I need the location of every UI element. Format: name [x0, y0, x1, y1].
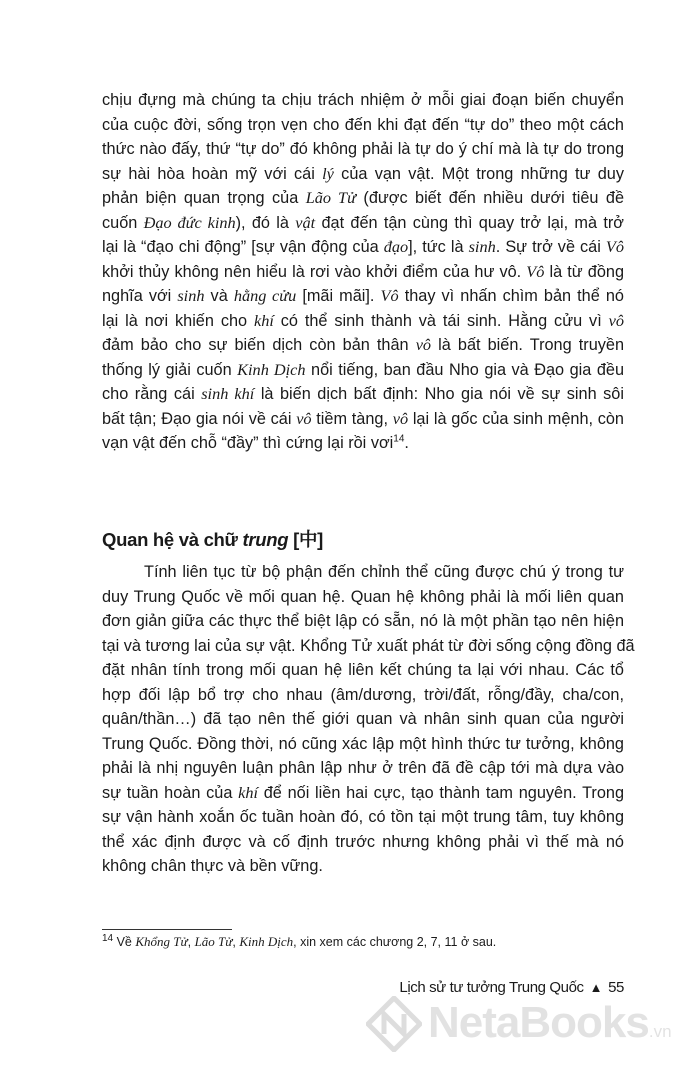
heading-suffix: [中]	[288, 529, 324, 550]
italic-term: vô	[392, 408, 409, 428]
text-line	[102, 683, 624, 708]
text-run: nghĩa với	[102, 287, 178, 305]
text-line	[102, 407, 624, 432]
text-run: Về	[113, 935, 136, 949]
text-run: sự tuần hoàn của	[102, 783, 239, 802]
italic-term: đạo	[383, 237, 409, 256]
text-line	[102, 235, 624, 260]
text-run: tại và tương lai của sự vật. Khổng Tử xuất phát từ đời sống cộng đồng đã	[102, 636, 635, 655]
text-run: đạt đến tận cùng thì quay trở lại, mà trở	[315, 213, 624, 232]
italic-term: vô	[296, 408, 312, 428]
text-line	[102, 854, 624, 879]
footnote	[102, 934, 496, 950]
text-run: phải là nhị nguyên luận phân lập như ở trên đã đề cập tới mà dựa vào	[102, 759, 624, 777]
text-run: .	[404, 434, 409, 452]
text-run: để nối liền hai cực, tạo thành tam nguyên. Trong	[258, 783, 625, 802]
italic-term: sinh	[177, 286, 205, 305]
text-line	[102, 162, 624, 187]
text-run: ), đó là	[235, 213, 296, 232]
italic-term: Vô	[605, 237, 625, 256]
italic-term: sinh	[468, 237, 496, 256]
running-footer	[399, 979, 624, 996]
heading-prefix: Quan hệ và chữ	[102, 529, 243, 550]
text-run: bất tận; Đạo gia nói về cái	[102, 409, 297, 428]
italic-term: vô	[415, 335, 432, 354]
text-run: cuốn	[102, 213, 144, 232]
text-run: đơn giản giữa các thực thể biệt lập có sẵn, nó là một phần tạo nên hiện	[102, 612, 624, 630]
text-line	[102, 309, 624, 334]
triangle-separator-icon: ▲	[589, 980, 603, 995]
footnote-ref: 14	[102, 932, 114, 944]
text-run: sự vận hành xoắn ốc tuần hoàn đó, có tồn tại một trung tâm, tuy không	[102, 808, 624, 826]
italic-term: vô	[608, 310, 624, 330]
watermark-text	[428, 998, 672, 1048]
text-line	[102, 609, 624, 634]
text-run: đặt nhân tính trong mối quan hệ liên kết chúng ta lại với nhau. Các tổ	[102, 661, 624, 679]
text-line	[102, 137, 624, 162]
text-run: , xin xem các chương 2, 7, 11 ở sau.	[293, 935, 497, 949]
paragraph-1	[102, 88, 624, 456]
italic-term: lý	[322, 163, 334, 183]
text-run: vạn vật đến chỗ “đầy” thì cứng lại rồi vơi	[102, 434, 394, 452]
text-run: (được biết đến nhiều dưới tiêu đề	[355, 189, 625, 207]
text-run: hợp đối lập bổ trợ cho nhau (âm/dương, trời/đất, rỗng/đầy, cha/con,	[102, 685, 624, 704]
italic-term: Khổng Tử	[135, 934, 188, 949]
text-run: . Sự trở về cái	[495, 238, 606, 256]
text-line	[102, 830, 624, 855]
text-run: là biến dịch bất định: Nho gia nói về sự sinh sôi	[254, 385, 624, 403]
text-run: là từ đồng	[544, 262, 625, 281]
text-line	[102, 284, 624, 309]
section-heading	[102, 526, 323, 552]
italic-term: sinh khí	[201, 384, 255, 403]
text-line	[102, 358, 624, 383]
text-run: có thể sinh thành và tái sinh. Hằng cửu vì	[273, 311, 609, 330]
watermark	[366, 996, 686, 1056]
text-run: nổi tiếng, ban đầu Nho gia và Đạo gia đều	[305, 360, 625, 379]
text-run: Tính liên tục từ bộ phận đến chỉnh thể cũng được chú ý trong tư	[144, 563, 624, 581]
text-line	[102, 113, 624, 138]
italic-term: Lão Tử	[305, 188, 356, 207]
text-line	[102, 585, 624, 610]
text-run: ,	[232, 935, 240, 949]
text-run: của cuộc đời, sống trọn vẹn cho đến khi đạt đến “tự do” theo một cách	[102, 115, 624, 134]
text-run: tiềm tàng,	[311, 409, 393, 428]
watermark-suffix: .vn	[648, 1022, 672, 1041]
text-line	[102, 211, 624, 236]
text-run: duy Trung Quốc về mối quan hệ. Quan hệ không phải là mối liên quan	[102, 587, 624, 606]
italic-term: khí	[238, 782, 259, 802]
italic-term: Kinh Dịch	[239, 934, 294, 949]
text-run: quân/thần…) đã tạo nên thế giới quan và nhân sinh quan của người	[102, 710, 624, 728]
text-line	[102, 186, 624, 211]
italic-term: Đạo đức kinh	[143, 212, 236, 232]
italic-term: Kinh Dịch	[237, 359, 306, 379]
text-line	[102, 732, 624, 757]
text-line	[102, 431, 624, 456]
italic-term: khí	[253, 310, 274, 330]
text-run: Trung Quốc. Đồng thời, nó cũng xác lập một hình thức tư tưởng, không	[102, 734, 624, 753]
text-run: là bất biến. Trong truyền	[431, 336, 624, 354]
italic-term: vật	[295, 212, 316, 232]
text-run: thống lý giải cuốn	[102, 360, 238, 379]
italic-term: hằng cửu	[233, 286, 297, 305]
text-line	[102, 634, 635, 659]
footnote-divider	[102, 929, 232, 930]
italic-term: Lão Tử	[194, 934, 233, 949]
book-title: Lịch sử tư tưởng Trung Quốc	[399, 979, 584, 996]
text-run: lại là gốc của sinh mệnh, còn	[408, 409, 624, 428]
text-run: lại là nơi khiến cho	[102, 311, 254, 330]
footnote-ref: 14	[393, 433, 405, 445]
text-line	[102, 756, 624, 781]
text-run: chịu đựng mà chúng ta chịu trách nhiệm ở mỗi giai đoạn biến chuyển	[102, 91, 624, 109]
italic-term: Vô	[526, 261, 545, 281]
text-run: ], tức là	[408, 238, 469, 256]
text-line	[102, 560, 624, 585]
text-line	[102, 658, 624, 683]
text-run: [mãi mãi].	[296, 287, 381, 305]
text-line	[102, 781, 624, 806]
page-number: 55	[608, 979, 624, 996]
text-run: lại là “đạo chi động” [sự vận động của	[102, 238, 384, 256]
netabooks-logo-icon	[366, 996, 422, 1052]
text-line	[102, 805, 624, 830]
text-run: của vạn vật. Một trong những tư duy	[333, 164, 624, 183]
text-line	[102, 382, 624, 407]
text-run: cho rằng cái	[102, 385, 202, 403]
text-line	[102, 333, 624, 358]
text-run: sự hài hòa hoàn mỹ với cái	[102, 164, 323, 183]
text-run: phản biện quan trọng của	[102, 189, 306, 207]
text-run: và	[204, 287, 234, 305]
text-run: thể xác định được và cố định trước nhưng không phải vì thế mà nó	[102, 832, 624, 851]
text-run: thay vì nhấn chìm bản thể nó	[398, 287, 624, 305]
paragraph-2	[102, 560, 635, 879]
watermark-brand: NetaBooks	[428, 998, 649, 1047]
text-run: đảm bảo cho sự biến dịch còn bản thân	[102, 336, 416, 354]
text-run: khởi thủy không nên hiểu là rơi vào khởi điểm của hư vô.	[102, 262, 527, 281]
italic-term: Vô	[380, 286, 399, 305]
text-run: không chân thực và bền vững.	[102, 857, 323, 875]
text-run: ,	[187, 935, 195, 949]
text-line	[102, 707, 624, 732]
text-run: thức nào đấy, thứ “tự do” đó không phải là tự do ý chí mà là tự do trong	[102, 140, 624, 158]
text-line	[102, 260, 624, 285]
text-line	[102, 88, 624, 113]
heading-italic-word: trung	[242, 529, 289, 550]
